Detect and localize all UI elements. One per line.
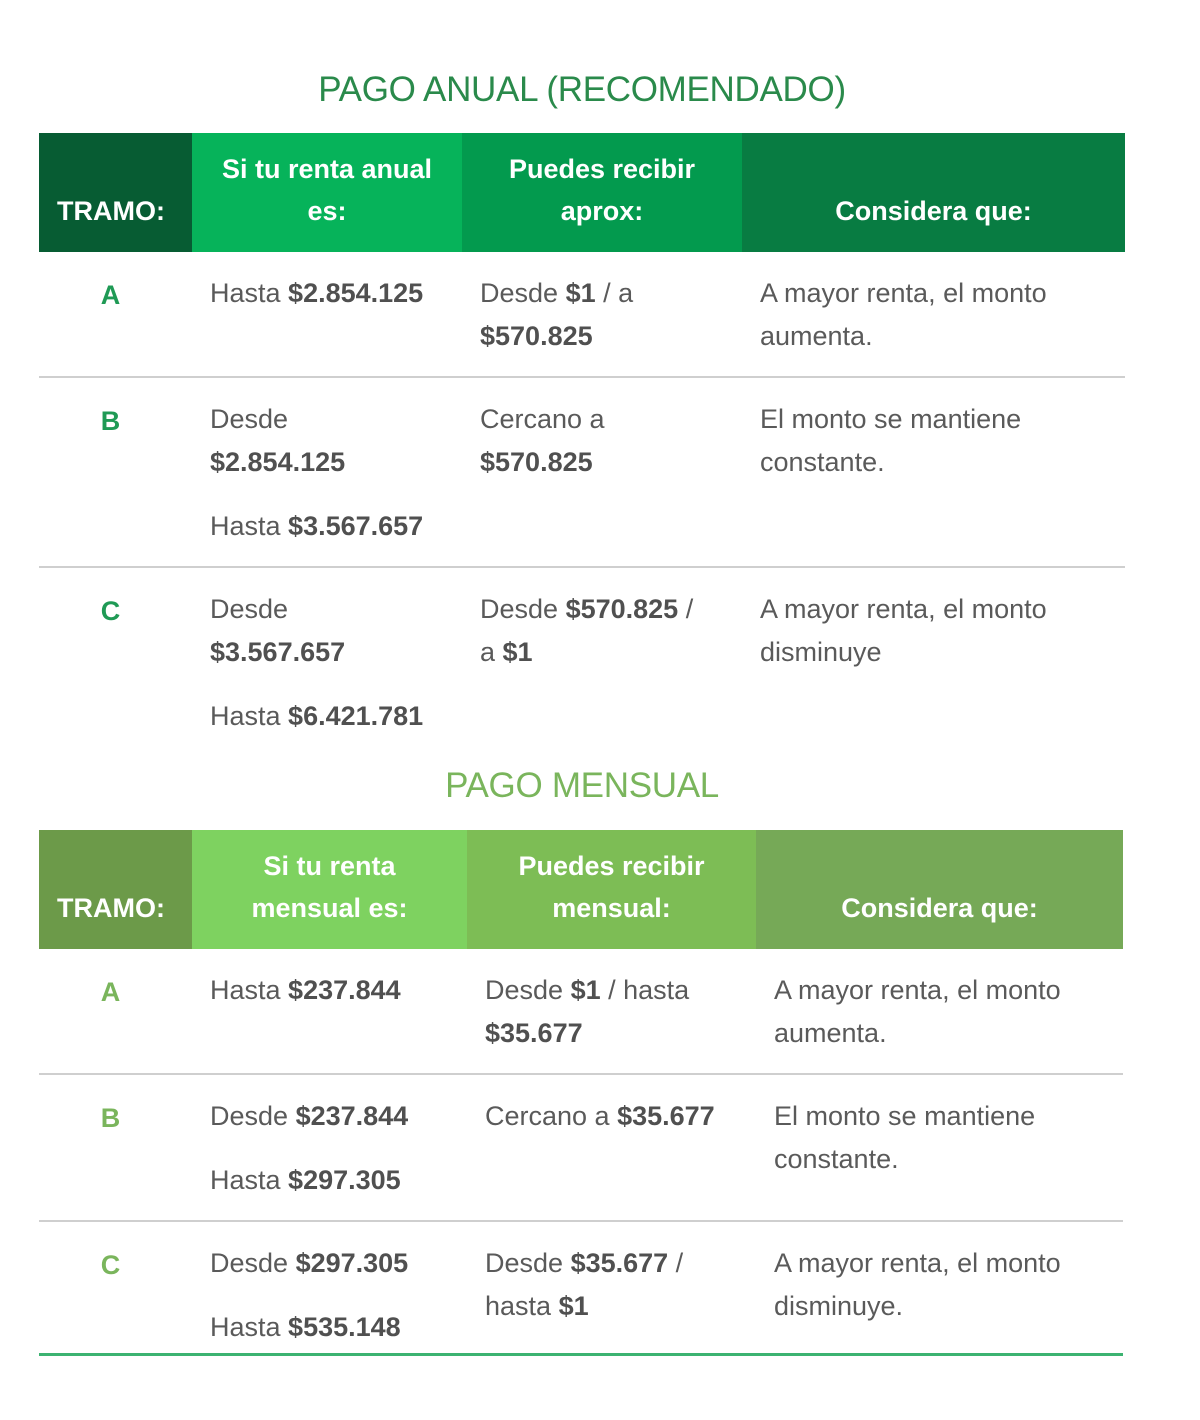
renta-prefix: Hasta [210,511,289,541]
bottom-divider [39,1353,1123,1356]
renta-cell [192,567,462,756]
renta-amount: $2.854.125 [210,447,346,477]
header-renta-line-1: Si tu renta [263,851,396,881]
table-header-row [39,830,1123,949]
considera-cell [756,1074,1123,1221]
considera-line-2: aumenta. [760,321,873,351]
header-renta [192,830,467,949]
header-tramo: TRAMO: [39,830,192,949]
tier-letter: B [100,1103,121,1133]
renta-amount: $297.305 [295,1248,409,1278]
considera-line-1: A mayor renta, el monto [774,1248,1061,1278]
considera-cell [756,949,1123,1074]
tier-letter: C [100,1250,121,1280]
considera-line-1: A mayor renta, el monto [760,594,1047,624]
header-renta-line-2: mensual es: [251,893,408,923]
header-considera: Considera que: [756,830,1123,949]
renta-prefix: Hasta [210,975,289,1005]
considera-line-2: disminuye. [774,1291,904,1321]
monthly-section-title: PAGO MENSUAL [445,766,719,805]
renta-cell [192,377,462,567]
recibir-suffix: / [668,1248,684,1278]
considera-line-2: constante. [774,1144,899,1174]
recibir-prefix: Desde [485,1248,571,1278]
recibir-prefix: Desde [480,278,566,308]
recibir-prefix: Cercano a [480,404,605,434]
renta-cell [192,1221,467,1367]
recibir-prefix: a [480,637,503,667]
annual-tier-table [39,133,1125,756]
header-recibir-line-1: Puedes recibir [508,154,696,184]
renta-amount: $237.844 [288,975,401,1005]
renta-amount: $535.148 [288,1312,401,1342]
considera-line-1: A mayor renta, el monto [760,278,1047,308]
recibir-amount: $35.677 [485,1018,583,1048]
considera-line-1: El monto se mantiene [774,1101,1036,1131]
header-considera: Considera que: [742,133,1125,252]
recibir-cell [467,949,756,1074]
recibir-cell [467,1221,756,1367]
considera-cell [756,1221,1123,1367]
recibir-prefix: Cercano a [485,1101,618,1131]
considera-line-1: El monto se mantiene [760,404,1022,434]
renta-cell [192,252,462,377]
table-row [39,1074,1123,1221]
renta-prefix: Desde [210,1248,296,1278]
recibir-cell [467,1074,756,1221]
recibir-prefix: Desde [480,594,566,624]
tier-letter: C [100,596,121,626]
renta-prefix: Hasta [210,1165,289,1195]
renta-prefix: Hasta [210,1312,289,1342]
considera-line-2: disminuye [760,637,882,667]
recibir-suffix: / a [595,278,634,308]
recibir-prefix: Desde [485,975,571,1005]
annual-section-title: PAGO ANUAL (RECOMENDADO) [318,70,846,109]
renta-prefix: Desde [210,1101,296,1131]
considera-cell [742,377,1125,567]
table-row [39,567,1125,756]
header-recibir-line-1: Puedes recibir [518,851,705,881]
header-renta [192,133,462,252]
recibir-amount: $570.825 [480,447,593,477]
recibir-prefix: hasta [485,1291,559,1321]
recibir-cell [462,252,742,377]
renta-amount: $3.567.657 [288,511,424,541]
table-row [39,377,1125,567]
recibir-suffix: / hasta [600,975,690,1005]
recibir-cell [462,567,742,756]
renta-prefix: Desde [210,404,289,434]
recibir-amount: $35.677 [617,1101,715,1131]
header-renta-line-2: es: [307,196,347,226]
considera-line-2: constante. [760,447,885,477]
table-row [39,949,1123,1074]
table-row [39,252,1125,377]
header-recibir [462,133,742,252]
recibir-amount: $1 [565,278,596,308]
header-recibir-line-2: mensual: [552,893,671,923]
considera-cell [742,567,1125,756]
header-recibir-line-2: aprox: [560,196,644,226]
considera-line-2: aumenta. [774,1018,887,1048]
table-row [39,1221,1123,1367]
renta-prefix: Hasta [210,701,289,731]
tier-letter: A [100,977,121,1007]
header-recibir [467,830,756,949]
monthly-tier-table [39,830,1123,1367]
header-tramo: TRAMO: [39,133,192,252]
recibir-amount: $1 [570,975,601,1005]
recibir-amount: $570.825 [480,321,593,351]
renta-cell [192,949,467,1074]
tier-letter: B [100,406,121,436]
renta-amount: $6.421.781 [288,701,424,731]
header-renta-line-1: Si tu renta anual [221,154,433,184]
considera-line-1: A mayor renta, el monto [774,975,1061,1005]
recibir-cell [462,377,742,567]
renta-prefix: Hasta [210,278,289,308]
recibir-amount: $35.677 [570,1248,669,1278]
tier-letter: A [100,280,121,310]
recibir-suffix: / [678,594,694,624]
renta-cell [192,1074,467,1221]
renta-amount: $3.567.657 [210,637,346,667]
considera-cell [742,252,1125,377]
table-header-row [39,133,1125,252]
renta-amount: $297.305 [288,1165,401,1195]
renta-amount: $2.854.125 [288,278,424,308]
renta-prefix: Desde [210,594,289,624]
recibir-amount: $1 [502,637,533,667]
renta-amount: $237.844 [295,1101,409,1131]
recibir-amount: $570.825 [565,594,679,624]
recibir-amount: $1 [558,1291,589,1321]
